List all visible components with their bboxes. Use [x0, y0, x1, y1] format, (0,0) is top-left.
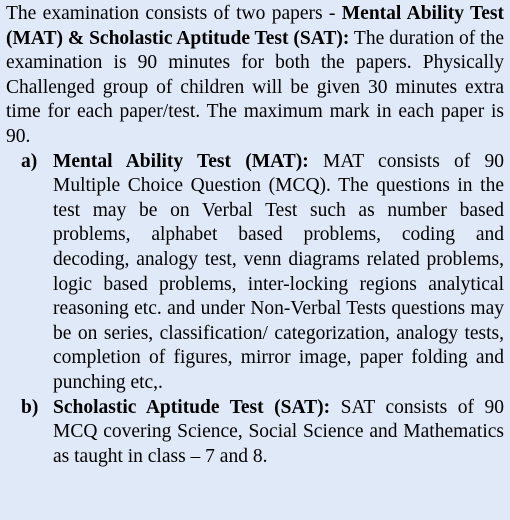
intro-papers-heading: Mental Ability Test (MAT) & Scholastic Aptitude Test (SAT): [6, 3, 504, 49]
list-item-mat [6, 150, 504, 396]
mat-body: MAT consists of 90 Multiple Choice Question (MCQ). The questions in the test may be on Verbal Test such as number based problems, alphabet based problems, coding and decoding, analogy test, venn diagrams related problems, logic based problems, inter-locking regions analytical reasoning etc. and under Non-Verbal Tests questions may be on series, classification/ categorization, analogy tests, completion of figures, mirror image, paper folding and punching etc,. [53, 150, 504, 393]
intro-paragraph [6, 2, 504, 150]
list-item-sat [6, 396, 504, 470]
sat-body: SAT consists of 90 MCQ covering Science, Social Science and Mathematics as taught in class – 7 and 8. [53, 396, 504, 467]
list-marker-a: a) [21, 150, 38, 172]
test-list [6, 150, 504, 470]
intro-rest: The duration of the examination is 90 minutes for both the papers. Physically Challenged group of children will be given 30 minutes extra time for each paper/test. The maximum mark in each paper is 90. [6, 27, 504, 147]
list-marker-b: b) [21, 396, 39, 418]
sat-title: Scholastic Aptitude Test (SAT): [53, 396, 331, 418]
intro-lead: The examination consists of two papers - [6, 3, 342, 24]
mat-title: Mental Ability Test (MAT): [53, 150, 309, 172]
